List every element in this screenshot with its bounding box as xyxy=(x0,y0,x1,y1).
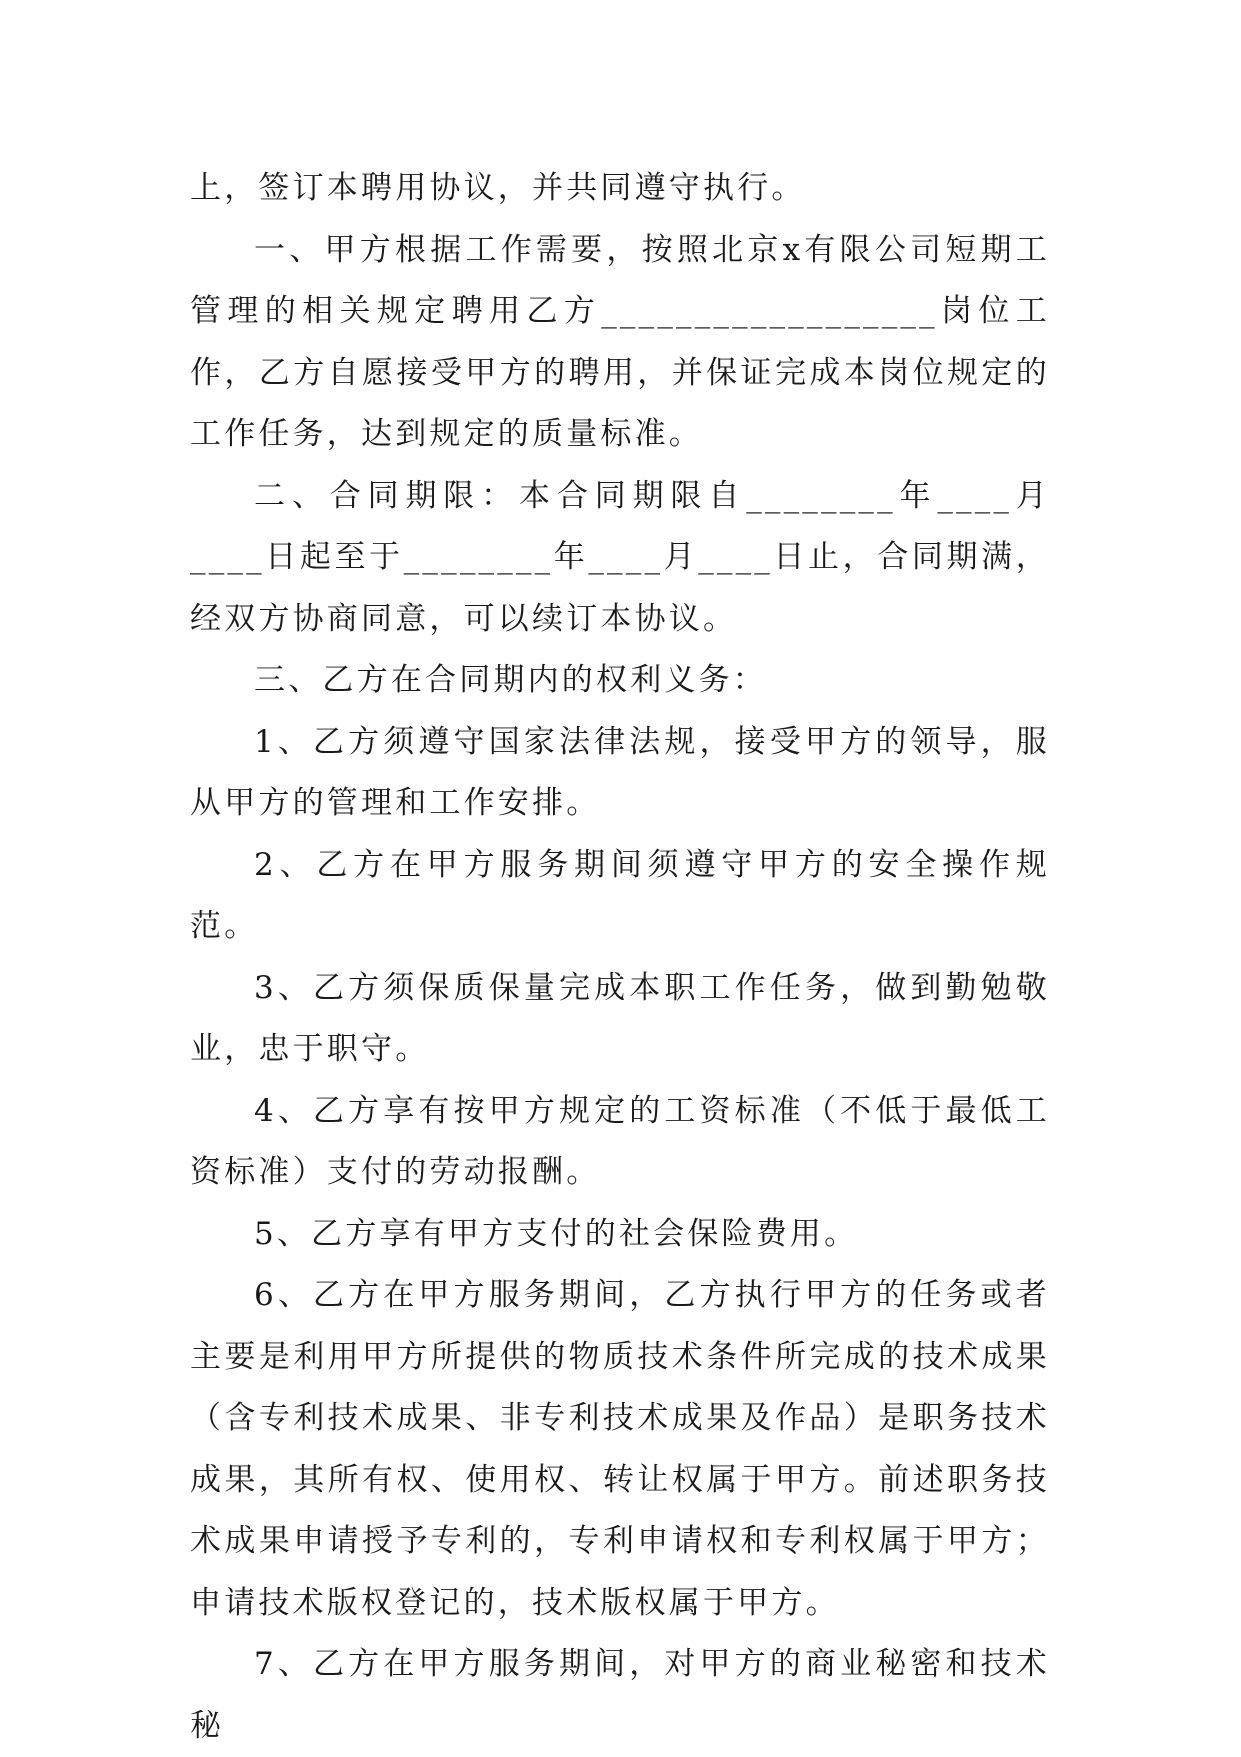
paragraph-item-5: 5、乙方享有甲方支付的社会保险费用。 xyxy=(254,1215,859,1252)
paragraph-item-1: 1、乙方须遵守国家法律法规，接受甲方的领导，服从甲方的管理和工作安排。 xyxy=(190,723,1050,821)
paragraph-item-3: 3、乙方须保质保量完成本职工作任务，做到勤勉敬业，忠于职守。 xyxy=(190,969,1050,1067)
paragraph-item-7: 7、乙方在甲方服务期间，对甲方的商业秘密和技术秘 xyxy=(190,1646,1050,1744)
paragraph-item-2: 2、乙方在甲方服务期间须遵守甲方的安全操作规范。 xyxy=(190,846,1050,944)
paragraph-clause-3-heading: 三、乙方在合同期内的权利义务： xyxy=(254,662,767,698)
paragraph-item-6: 6、乙方在甲方服务期间，乙方执行甲方的任务或者主要是利用甲方所提供的物质技术条件所完成的技术成果（含专利技术成果、非专利技术成果及作品）是职务技术成果，其所有权、使用权、转让权属于甲方。前述职务技术成果申请授予专利的，专利申请权和专利权属于甲方；申请技术版权登记的，技术版权属于甲方。 xyxy=(190,1277,1050,1621)
paragraph-clause-1: 一、甲方根据工作需要，按照北京x有限公司短期工管理的相关规定聘用乙方__________________岗位工作，乙方自愿接受甲方的聘用，并保证完成本岗位规定的工作任务，达到规定的质量标准。 xyxy=(190,231,1050,452)
paragraph-item-4: 4、乙方享有按甲方规定的工资标准（不低于最低工资标准）支付的劳动报酬。 xyxy=(190,1092,1050,1190)
document-body xyxy=(190,158,1050,1757)
paragraph-clause-2: 二、合同期限：本合同期限自________年____月____日起至于________年____月____日止，合同期满，经双方协商同意，可以续订本协议。 xyxy=(190,477,1050,637)
paragraph-continuation: 上，签订本聘用协议，并共同遵守执行。 xyxy=(190,170,806,206)
